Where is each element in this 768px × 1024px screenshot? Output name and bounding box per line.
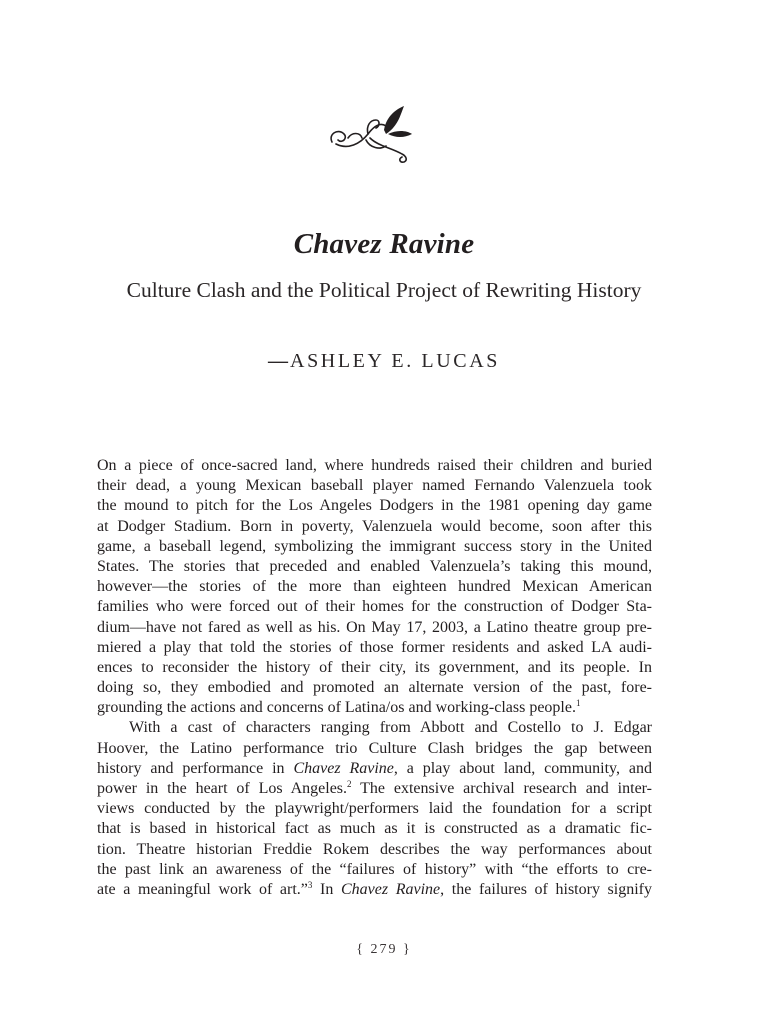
body-line-text: , a play about land, community, and [393, 759, 653, 777]
body-line-text: ate a meaningful work of art.” [97, 880, 308, 898]
body-line: the mound to pitch for the Los Angeles Dodgers in the 1981 opening day game [97, 497, 652, 515]
body-line: however—the stories of the more than eighteen hundred Mexican American [97, 578, 652, 596]
body-line-text: The extensive archival research and inter- [351, 780, 653, 797]
body-line: game, a baseball legend, symbolizing the immigrant success story in the United [97, 537, 652, 555]
play-title-italic: Chavez Ravine [293, 759, 394, 777]
body-line: that is based in historical fact as much as it is constructed as a dramatic fic- [97, 820, 652, 838]
footnote-ref: 2 [347, 779, 352, 789]
author-byline [0, 350, 768, 373]
body-line: dium—have not fared as well as his. On May 17, 2003, a Latino theatre group pre- [97, 618, 652, 636]
page-number: { 279 } [356, 942, 412, 957]
body-line: On a piece of once-sacred land, where hundreds raised their children and buried [97, 457, 652, 474]
chapter-subtitle: Culture Clash and the Political Project of Rewriting History [126, 278, 642, 302]
body-line: their dead, a young Mexican baseball player named Fernando Valenzuela took [97, 477, 652, 495]
footnote-ref: 1 [575, 698, 581, 709]
footnote-ref: 3 [307, 879, 313, 890]
author-name: ASHLEY E. LUCAS [290, 350, 500, 372]
body-line: the past link an awareness of the “failures of history” with “the efforts to cre- [97, 860, 652, 878]
author-dash: — [268, 350, 289, 372]
body-line: Hoover, the Latino performance trio Culture Clash bridges the gap between [97, 739, 652, 757]
body-line [97, 759, 652, 779]
body-line-text: In [312, 880, 341, 898]
body-line-text: history and performance in [97, 759, 294, 777]
play-title-italic: Chavez Ravine [341, 880, 441, 898]
body-line: views conducted by the playwright/performers laid the foundation for a script [97, 800, 652, 818]
chapter-title: Chavez Ravine [293, 228, 475, 260]
body-line: tion. Theatre historian Freddie Rokem describes the way performances about [97, 840, 652, 858]
body-line: miered a play that told the stories of those former residents and asked LA audi- [97, 638, 652, 656]
body-line: families who were forced out of their homes for the construction of Dodger Sta- [97, 598, 652, 616]
body-line: at Dodger Stadium. Born in poverty, Valenzuela would become, soon after this [97, 517, 652, 535]
body-line [97, 880, 652, 900]
body-line: doing so, they embodied and promoted an alternate version of the past, fore- [97, 679, 652, 697]
body-text [97, 456, 652, 900]
body-line-text: , the failures of history signify [440, 880, 653, 898]
body-line [97, 698, 652, 718]
body-line: States. The stories that preceded and enabled Valenzuela’s taking this mound, [97, 557, 652, 575]
body-line: ences to reconsider the history of their city, its government, and its people. In [97, 658, 652, 676]
body-line-text: power in the heart of Los Angeles. [97, 780, 348, 797]
body-line-text: grounding the actions and concerns of Latina/os and working-class people. [97, 699, 576, 717]
body-line [97, 779, 652, 799]
leaf-flourish-icon [326, 104, 414, 164]
body-line: With a cast of characters ranging from Abbott and Costello to J. Edgar [129, 719, 652, 737]
